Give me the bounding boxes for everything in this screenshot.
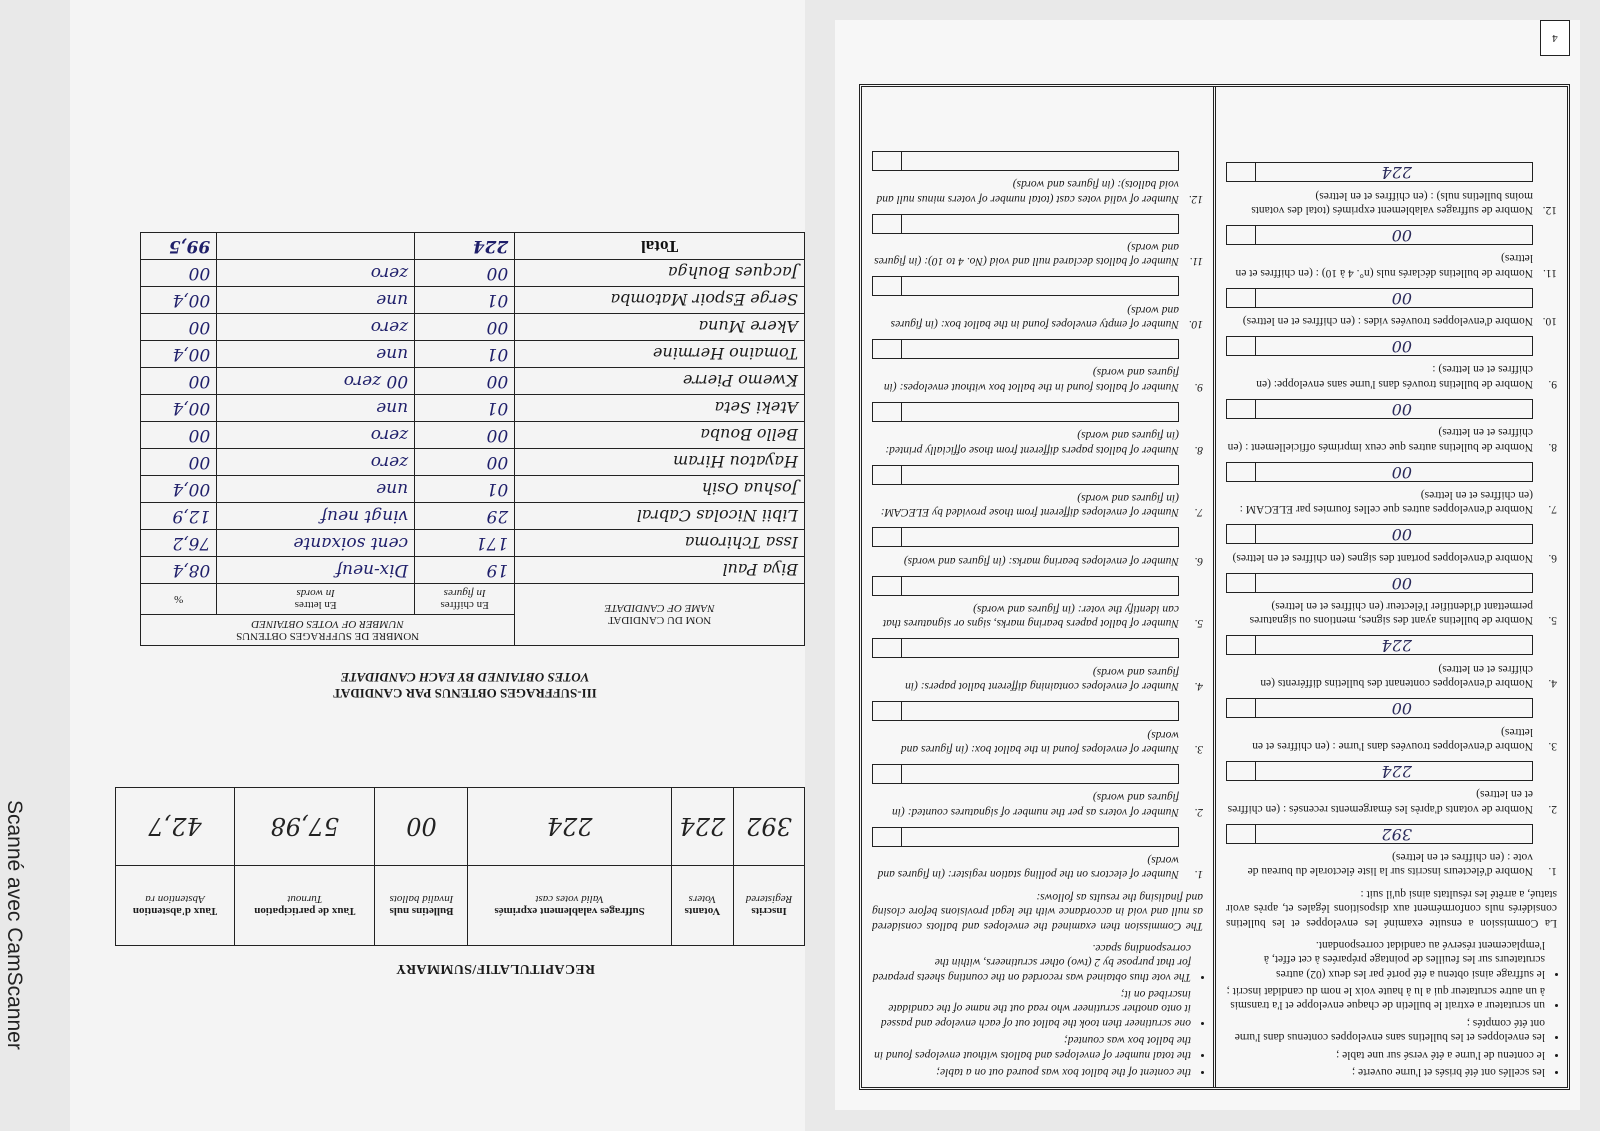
item-text: Nombre d'enveloppes portant des signes (en chiffres et en lettres) bbox=[1232, 551, 1533, 564]
bullet-item: • the total number of envelopes and ballots without envelopes found in the ballot box was counted; bbox=[872, 1033, 1191, 1062]
minutes-frame bbox=[859, 84, 1570, 1090]
item-number: 9. bbox=[1548, 377, 1557, 390]
item-text: Number of ballot papers bearing marks, signs or signatures that can identify the voter: (in figures and words) bbox=[882, 603, 1179, 630]
candidate-pct: 00,4 bbox=[141, 476, 217, 503]
candidate-pct: 00,4 bbox=[141, 395, 217, 422]
form-item bbox=[1226, 599, 1557, 628]
item-number: 7. bbox=[1548, 503, 1557, 516]
answer-value: 00 bbox=[1391, 226, 1412, 245]
summary-header: Taux d'abstention Abstention ra bbox=[116, 866, 235, 946]
total-pct: 99,5 bbox=[141, 233, 217, 260]
item-number: 3. bbox=[1548, 740, 1557, 752]
item-number: 6. bbox=[1548, 551, 1557, 564]
candidate-figures: 00 bbox=[415, 314, 515, 341]
candidate-pct: 08,4 bbox=[141, 557, 217, 584]
left-page bbox=[70, 0, 805, 1131]
answer-box bbox=[1226, 524, 1533, 544]
candidate-row bbox=[141, 260, 805, 287]
candidate-row bbox=[141, 422, 805, 449]
form-item bbox=[1226, 488, 1557, 517]
candidate-name: Akere Muna bbox=[515, 314, 805, 341]
answer-subbox bbox=[873, 152, 902, 170]
answer-subbox bbox=[873, 765, 902, 783]
bullet-item: • le contenu de l'urne a été versé sur une table ; bbox=[1226, 1047, 1545, 1061]
answer-subbox bbox=[873, 528, 902, 546]
candidate-pct: 00 bbox=[141, 449, 217, 476]
form-item bbox=[1226, 724, 1557, 753]
item-number: 1. bbox=[1194, 868, 1203, 881]
item-number: 5. bbox=[1194, 617, 1203, 630]
candidate-row bbox=[141, 395, 805, 422]
col-votes-header: NOMBRE DE SUFFRAGES OBTENUS NUMBER OF VOTES OBTAINED bbox=[141, 615, 515, 646]
item-text: Number of envelopes different from those provided by ELECAM: (in figures and words) bbox=[880, 492, 1179, 519]
form-item bbox=[1226, 314, 1557, 328]
sub-pct-header: % bbox=[141, 584, 217, 615]
answer-subbox bbox=[873, 640, 902, 658]
english-column bbox=[862, 87, 1216, 1087]
answer-subbox bbox=[1227, 574, 1256, 592]
item-text: Nombre d'enveloppes trouvées vides : (en chiffres et en lettres) bbox=[1242, 315, 1533, 328]
form-item bbox=[872, 240, 1203, 269]
candidate-pct: 00 bbox=[141, 368, 217, 395]
answer-box bbox=[1226, 698, 1533, 718]
summary-value: 224 bbox=[671, 788, 733, 866]
candidate-words: une bbox=[217, 476, 415, 503]
item-text: Number of valid votes cast (total number of voters minus null and void ballots): (in figures and words) bbox=[876, 178, 1179, 205]
answer-box bbox=[1226, 399, 1533, 419]
answer-value: 00 bbox=[1391, 699, 1412, 719]
candidate-words: zero bbox=[217, 260, 415, 287]
answer-value: 00 bbox=[1391, 337, 1412, 357]
candidate-name: Kwemo Pierre bbox=[515, 368, 805, 395]
item-number: 11. bbox=[1543, 266, 1557, 279]
total-label: Total bbox=[515, 233, 805, 260]
answer-box bbox=[872, 402, 1179, 422]
candidate-figures: 01 bbox=[415, 476, 515, 503]
candidate-figures: 00 bbox=[415, 422, 515, 449]
summary-table bbox=[115, 787, 805, 946]
form-item bbox=[872, 428, 1203, 457]
form-item bbox=[1226, 362, 1557, 391]
bullet-item: • un scrutateur a extrait le bulletin de chaque enveloppe et l'a transmis à un autre scrutateur qui a lu à haute voix le nom du candidat inscrit ; bbox=[1226, 984, 1545, 1013]
summary-header-row bbox=[116, 866, 805, 946]
answer-value: 224 bbox=[1381, 636, 1412, 656]
answer-box bbox=[872, 339, 1179, 359]
answer-value: 00 bbox=[1391, 288, 1412, 308]
candidate-row bbox=[141, 530, 805, 557]
answer-box bbox=[1226, 636, 1533, 656]
item-number: 12. bbox=[1188, 192, 1203, 205]
candidate-row bbox=[141, 449, 805, 476]
candidate-name: Hayatou Hiram bbox=[515, 449, 805, 476]
form-item bbox=[872, 177, 1203, 206]
candidate-figures: 01 bbox=[415, 395, 515, 422]
answer-subbox bbox=[873, 702, 902, 720]
answer-value: 00 bbox=[1391, 573, 1412, 593]
answer-subbox bbox=[1227, 637, 1256, 655]
answer-subbox bbox=[873, 466, 902, 484]
answer-subbox bbox=[873, 340, 902, 358]
candidate-row bbox=[141, 476, 805, 503]
summary-header: Taux de participation Turnout bbox=[235, 866, 375, 946]
candidate-name: Libii Nicolas Cabral bbox=[515, 503, 805, 530]
item-number: 3. bbox=[1194, 743, 1203, 755]
answer-subbox bbox=[873, 215, 902, 233]
answer-box bbox=[872, 701, 1179, 721]
item-number: 2. bbox=[1194, 805, 1203, 818]
candidate-pct: 00,4 bbox=[141, 287, 217, 314]
answer-subbox bbox=[873, 277, 902, 295]
item-text: Nombre de bulletins trouvés dans l'urne sans enveloppe: (en chiffres et en lettres) : bbox=[1256, 363, 1533, 390]
answer-box bbox=[1226, 336, 1533, 356]
summary-header: Inscrits Registered bbox=[734, 866, 805, 946]
candidate-row bbox=[141, 341, 805, 368]
form-item bbox=[872, 365, 1203, 394]
item-text: Number of envelopes bearing marks: (in figures and words) bbox=[903, 554, 1179, 567]
item-text: Number of empty envelopes found in the ballot box: (in figures and words) bbox=[890, 303, 1179, 331]
right-page bbox=[835, 20, 1580, 1110]
candidate-name: Biya Paul bbox=[515, 557, 805, 584]
answer-box bbox=[872, 151, 1179, 171]
candidate-words: zero bbox=[217, 422, 415, 449]
answer-box bbox=[1226, 573, 1533, 593]
bullet-item: • the content of the ballot box was poured out on a table; bbox=[872, 1065, 1191, 1079]
candidate-row bbox=[141, 287, 805, 314]
results-title: III-SUFFRAGES OBTENUS PAR CANDIDAT VOTES OBTAINED BY EACH CANDIDATE bbox=[333, 670, 597, 701]
form-item bbox=[1226, 251, 1557, 280]
answer-subbox bbox=[1227, 825, 1256, 843]
form-item bbox=[872, 853, 1203, 882]
candidate-words: cent soixante bbox=[217, 530, 415, 557]
answer-box bbox=[872, 214, 1179, 234]
answer-value: 00 bbox=[1391, 525, 1412, 545]
form-item bbox=[872, 665, 1203, 694]
answer-subbox bbox=[1227, 289, 1256, 307]
item-number: 11. bbox=[1189, 255, 1203, 268]
item-number: 2. bbox=[1548, 802, 1557, 815]
answer-subbox bbox=[873, 828, 902, 846]
item-text: Nombre d'électeurs inscrits sur la liste électorale du bureau de vote : (en chiffres et en lettres) bbox=[1247, 851, 1533, 878]
candidate-row bbox=[141, 314, 805, 341]
item-text: Nombre de bulletins ayant des signes, mentions ou signatures permettant d'identifier l'électeur (en chiffres et en lettres) bbox=[1249, 600, 1533, 627]
item-number: 7. bbox=[1194, 506, 1203, 519]
bullet-item: • les scellés ont été brisés et l'urne ouverte ; bbox=[1226, 1065, 1545, 1079]
item-text: Number of ballots papers different from those officially printed: (in figures and words) bbox=[885, 429, 1179, 456]
candidate-row bbox=[141, 368, 805, 395]
candidate-figures: 19 bbox=[415, 557, 515, 584]
french-column bbox=[1216, 87, 1567, 1087]
answer-box bbox=[1226, 462, 1533, 482]
form-item bbox=[1226, 787, 1557, 816]
answer-value: 392 bbox=[1381, 824, 1412, 844]
candidate-words: une bbox=[217, 287, 415, 314]
candidate-name: Ateki Seta bbox=[515, 395, 805, 422]
answer-subbox bbox=[1227, 400, 1256, 418]
answer-subbox bbox=[1227, 337, 1256, 355]
candidate-figures: 00 bbox=[415, 368, 515, 395]
answer-subbox bbox=[873, 403, 902, 421]
sub-figures-header: En chiffres In figures bbox=[415, 584, 515, 615]
total-figures: 224 bbox=[415, 233, 515, 260]
summary-value: 224 bbox=[468, 788, 671, 866]
item-text: Number of envelopes found in the ballot box: (in figures and words) bbox=[900, 728, 1179, 755]
candidate-name: Jacques Bouhga bbox=[515, 260, 805, 287]
summary-title: RECAPITULATIF/SUMMARY bbox=[395, 961, 595, 976]
candidate-figures: 171 bbox=[415, 530, 515, 557]
item-number: 9. bbox=[1194, 380, 1203, 393]
answer-subbox bbox=[1227, 463, 1256, 481]
answer-box bbox=[1226, 225, 1533, 245]
total-row bbox=[141, 233, 805, 260]
candidate-name: Serge Espoir Matomba bbox=[515, 287, 805, 314]
answer-box bbox=[1226, 824, 1533, 844]
item-number: 4. bbox=[1548, 677, 1557, 690]
candidate-figures: 01 bbox=[415, 341, 515, 368]
answer-box bbox=[1226, 162, 1533, 182]
item-text: Nombre d'enveloppes autres que celles fournies par ELECAM : (en chiffres et en lettres) bbox=[1239, 489, 1533, 516]
candidate-words: zero bbox=[217, 449, 415, 476]
candidate-figures: 00 bbox=[415, 260, 515, 287]
candidate-name: Tomaino Hermine bbox=[515, 341, 805, 368]
candidate-pct: 00 bbox=[141, 260, 217, 287]
english-intro: The Commission then examined the envelopes and ballots considered as null and void in accordance with the legal provisions before closing and finalising the results as follows: bbox=[872, 890, 1203, 932]
form-item bbox=[1226, 425, 1557, 454]
sub-words-header: En lettres In words bbox=[217, 584, 415, 615]
form-item bbox=[872, 302, 1203, 331]
candidate-words: 00 zero bbox=[217, 368, 415, 395]
answer-value: 00 bbox=[1391, 462, 1412, 482]
item-text: Nombre de suffrages valablement exprimés (total des votants moins bulletins nuls) : (en chiffres et en lettres) bbox=[1251, 189, 1533, 216]
answer-box bbox=[872, 465, 1179, 485]
candidate-row bbox=[141, 557, 805, 584]
form-item bbox=[872, 491, 1203, 520]
summary-header: Bulletins nuls Invalid ballots bbox=[375, 866, 468, 946]
answer-box bbox=[872, 639, 1179, 659]
item-number: 4. bbox=[1194, 680, 1203, 693]
col-name-header: NOM DU CANDIDAT NAME OF CANDIDATE bbox=[515, 584, 805, 646]
answer-box bbox=[872, 527, 1179, 547]
candidate-words: vingt neuf bbox=[217, 503, 415, 530]
item-text: Nombre de votants d'après les émargements recensés : (en chiffres et en lettres) bbox=[1227, 788, 1533, 815]
candidate-name: Joshua Osih bbox=[515, 476, 805, 503]
candidate-pct: 00 bbox=[141, 422, 217, 449]
summary-value: 392 bbox=[734, 788, 805, 866]
total-words bbox=[217, 233, 415, 260]
summary-value-row bbox=[116, 788, 805, 866]
candidate-words: zero bbox=[217, 314, 415, 341]
answer-subbox bbox=[1227, 525, 1256, 543]
item-text: Nombre de bulletins autres que ceux imprimés officiellement : (en chiffres et en lettres) bbox=[1227, 426, 1533, 453]
form-item bbox=[1226, 662, 1557, 691]
form-item bbox=[872, 790, 1203, 819]
candidate-pct: 76,2 bbox=[141, 530, 217, 557]
answer-value: 224 bbox=[1381, 163, 1412, 183]
item-text: Nombre d'enveloppes trouvées dans l'urne : (en chiffres et en lettres) bbox=[1252, 725, 1533, 752]
summary-value: 00 bbox=[375, 788, 468, 866]
answer-value: 224 bbox=[1381, 762, 1412, 781]
form-item bbox=[872, 602, 1203, 631]
french-bullets bbox=[1226, 938, 1557, 1079]
item-number: 8. bbox=[1194, 443, 1203, 456]
item-number: 8. bbox=[1548, 440, 1557, 453]
answer-box bbox=[872, 827, 1179, 847]
item-number: 10. bbox=[1542, 315, 1557, 328]
answer-subbox bbox=[1227, 226, 1256, 244]
item-number: 6. bbox=[1194, 554, 1203, 567]
candidate-row bbox=[141, 503, 805, 530]
answer-subbox bbox=[1227, 163, 1256, 181]
candidate-pct: 12,9 bbox=[141, 503, 217, 530]
candidate-words: une bbox=[217, 341, 415, 368]
summary-value: 42,7 bbox=[116, 788, 235, 866]
candidate-words: Dix-neuf bbox=[217, 557, 415, 584]
answer-box bbox=[1226, 288, 1533, 308]
english-bullets bbox=[872, 941, 1203, 1079]
item-text: Number of envelopes containing different ballot papers: (in figures and words) bbox=[905, 665, 1179, 693]
answer-box bbox=[872, 276, 1179, 296]
page-number: 4 bbox=[1540, 20, 1570, 56]
answer-box bbox=[872, 576, 1179, 596]
bullet-item: • le suffrage ainsi obtenu a été porté par les deux (02) autres scrutateurs sur les feuilles de pointage préparées à cet effet, à l'emplacement réservé au candidat correspondant. bbox=[1226, 938, 1545, 981]
form-item bbox=[1226, 850, 1557, 879]
answer-subbox bbox=[1227, 762, 1256, 780]
item-text: Number of ballots found in the ballot box without envelopes: (in figures and words) bbox=[883, 366, 1179, 393]
results-table bbox=[140, 232, 805, 646]
answer-subbox bbox=[1227, 699, 1256, 717]
form-item bbox=[1226, 550, 1557, 564]
item-number: 12. bbox=[1542, 204, 1557, 216]
item-number: 5. bbox=[1548, 614, 1557, 627]
camscanner-watermark: Scanné avec CamScanner bbox=[3, 800, 26, 1050]
summary-header: Votants Voters bbox=[671, 866, 733, 946]
form-item bbox=[872, 727, 1203, 756]
form-item bbox=[1226, 188, 1557, 217]
candidate-pct: 00 bbox=[141, 314, 217, 341]
candidate-words: une bbox=[217, 395, 415, 422]
item-text: Number of ballots declared null and void (No. 4 to 10): (in figures and words) bbox=[874, 241, 1179, 268]
item-number: 1. bbox=[1548, 865, 1557, 878]
summary-value: 57,98 bbox=[235, 788, 375, 866]
candidate-name: Bello Bouba bbox=[515, 422, 805, 449]
french-intro: La Commission a ensuite examiné les enveloppes et les bulletins considérés nuls conformément aux dispositions légales et, après avoir statué, a arrêté les résultats ainsi qu'il suit : bbox=[1226, 887, 1557, 929]
candidate-figures: 01 bbox=[415, 287, 515, 314]
item-text: Number of electors on the polling station register: (in figures and words) bbox=[877, 854, 1179, 881]
bullet-item: • one scrutineer then took the ballot out of each envelope and passed it onto another scrutineer who read out the name of the candidate inscribed on it; bbox=[872, 987, 1191, 1030]
item-number: 10. bbox=[1188, 318, 1203, 331]
item-text: Nombre de bulletins déclarés nuls (n°. 4 à 10) : (en chiffres et en lettres) bbox=[1235, 252, 1533, 279]
bullet-item: • The vote thus obtained was recorded on the counting sheets prepared for that purpose by 2 (two) other scrutineers, within the corresponding space. bbox=[872, 941, 1191, 984]
candidate-figures: 00 bbox=[415, 449, 515, 476]
bullet-item: • les enveloppes et les bulletins sans enveloppes contenus dans l'urne ont été comptés ; bbox=[1226, 1016, 1545, 1045]
answer-value: 00 bbox=[1391, 399, 1412, 419]
item-text: Nombre d'enveloppes contenant des bulletins différents (en chiffres et en lettres) bbox=[1260, 662, 1533, 690]
candidate-figures: 29 bbox=[415, 503, 515, 530]
candidate-pct: 00,4 bbox=[141, 341, 217, 368]
form-item bbox=[872, 553, 1203, 567]
answer-box bbox=[1226, 761, 1533, 781]
answer-subbox bbox=[873, 577, 902, 595]
candidate-name: Issa Tchiroma bbox=[515, 530, 805, 557]
summary-header: Suffrages valablement exprimés Valid votes cast bbox=[468, 866, 671, 946]
answer-box bbox=[872, 764, 1179, 784]
item-text: Number of voters as per the number of signatures counted: (in figures and words) bbox=[891, 791, 1179, 818]
